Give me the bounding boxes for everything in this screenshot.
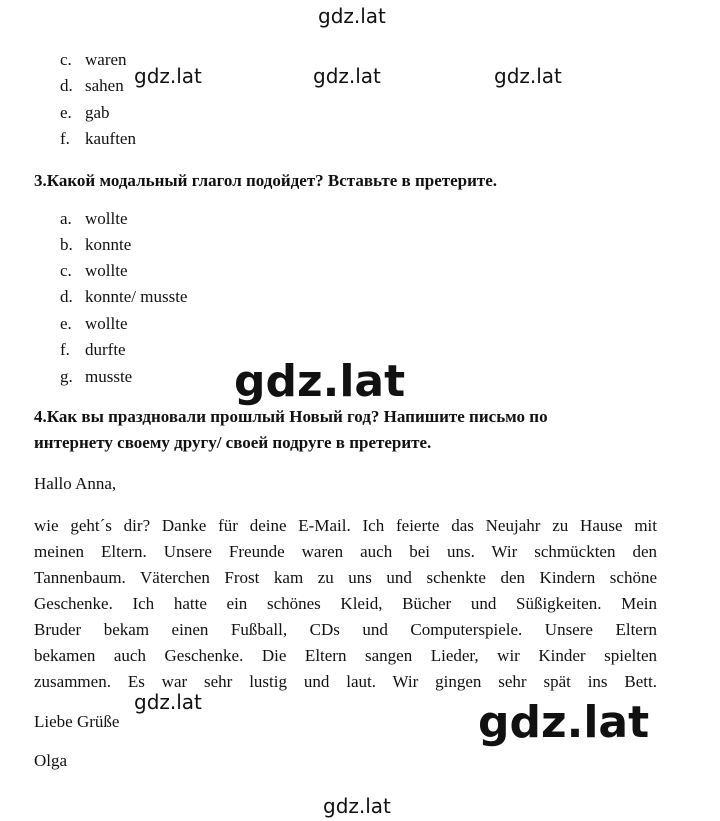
letter-closing: Liebe Grüße	[34, 712, 120, 731]
list-text: wollte	[85, 261, 128, 280]
task3-heading: 3.Какой модальный глагол подойдет? Вставьте в претерите.	[34, 171, 498, 190]
task3-item-g	[60, 367, 132, 387]
task2-item-d	[60, 76, 124, 96]
letter-line: Tannenbaum. Väterchen Frost kam zu uns und schenkte den Kindern schöne	[34, 568, 657, 587]
list-text: konnte/ musste	[85, 287, 188, 306]
list-text: durfte	[85, 340, 126, 359]
watermark-bottom-right-big: gdz.lat	[478, 697, 650, 748]
list-text: sahen	[85, 76, 124, 95]
letter-greeting: Hallo Anna,	[34, 474, 117, 493]
task3-item-c	[60, 261, 128, 281]
watermark-row-3: gdz.lat	[494, 64, 562, 88]
letter-line: bekamen auch Geschenke. Die Eltern sangen Lieder, wir Kinder spielten	[34, 646, 657, 665]
watermark-top: gdz.lat	[318, 4, 386, 28]
letter-line: meinen Eltern. Unsere Freunde waren auch bei uns. Wir schmückten den	[34, 542, 657, 561]
list-letter: c.	[60, 50, 72, 69]
watermark-center-big: gdz.lat	[234, 356, 406, 407]
list-letter: e.	[60, 103, 72, 122]
list-letter: d.	[60, 287, 73, 306]
list-letter: e.	[60, 314, 72, 333]
list-text: konnte	[85, 235, 132, 254]
task3-item-b	[60, 235, 131, 255]
list-letter: d.	[60, 76, 73, 95]
letter-body	[34, 513, 657, 695]
list-letter: c.	[60, 261, 72, 280]
task3-item-f	[60, 340, 126, 360]
list-letter: f.	[60, 340, 70, 359]
watermark-row-2: gdz.lat	[313, 64, 381, 88]
watermark-row-1: gdz.lat	[134, 64, 202, 88]
watermark-footer: gdz.lat	[323, 794, 391, 818]
task3-item-e	[60, 314, 128, 334]
task4-heading-line-1: 4.Как вы праздновали прошлый Новый год? Напишите письмо по	[34, 407, 548, 426]
list-letter: b.	[60, 235, 73, 254]
list-text: wollte	[85, 314, 128, 333]
task2-item-e	[60, 103, 110, 123]
list-text: wollte	[85, 209, 128, 228]
watermark-bottom-left: gdz.lat	[134, 690, 202, 714]
letter-signature: Olga	[34, 751, 68, 770]
list-letter: a.	[60, 209, 72, 228]
list-letter: f.	[60, 129, 70, 148]
task2-item-c	[60, 50, 127, 70]
letter-line: wie geht´s dir? Danke für deine E-Mail. Ich feierte das Neujahr zu Hause mit	[34, 516, 657, 535]
list-text: musste	[85, 367, 133, 386]
task2-item-f	[60, 129, 136, 149]
task3-item-d	[60, 287, 187, 307]
task4-heading-line-2: интернету своему другу/ своей подруге в претерите.	[34, 433, 432, 452]
list-text: waren	[85, 50, 127, 69]
letter-line: Bruder bekam einen Fußball, CDs und Computerspiele. Unsere Eltern	[34, 620, 657, 639]
list-text: gab	[85, 103, 110, 122]
task3-item-a	[60, 209, 128, 229]
list-text: kauften	[85, 129, 136, 148]
letter-line: zusammen. Es war sehr lustig und laut. Wir gingen sehr spät ins Bett.	[34, 672, 657, 691]
letter-line: Geschenke. Ich hatte ein schönes Kleid, Bücher und Süßigkeiten. Mein	[34, 594, 657, 613]
list-letter: g.	[60, 367, 73, 386]
